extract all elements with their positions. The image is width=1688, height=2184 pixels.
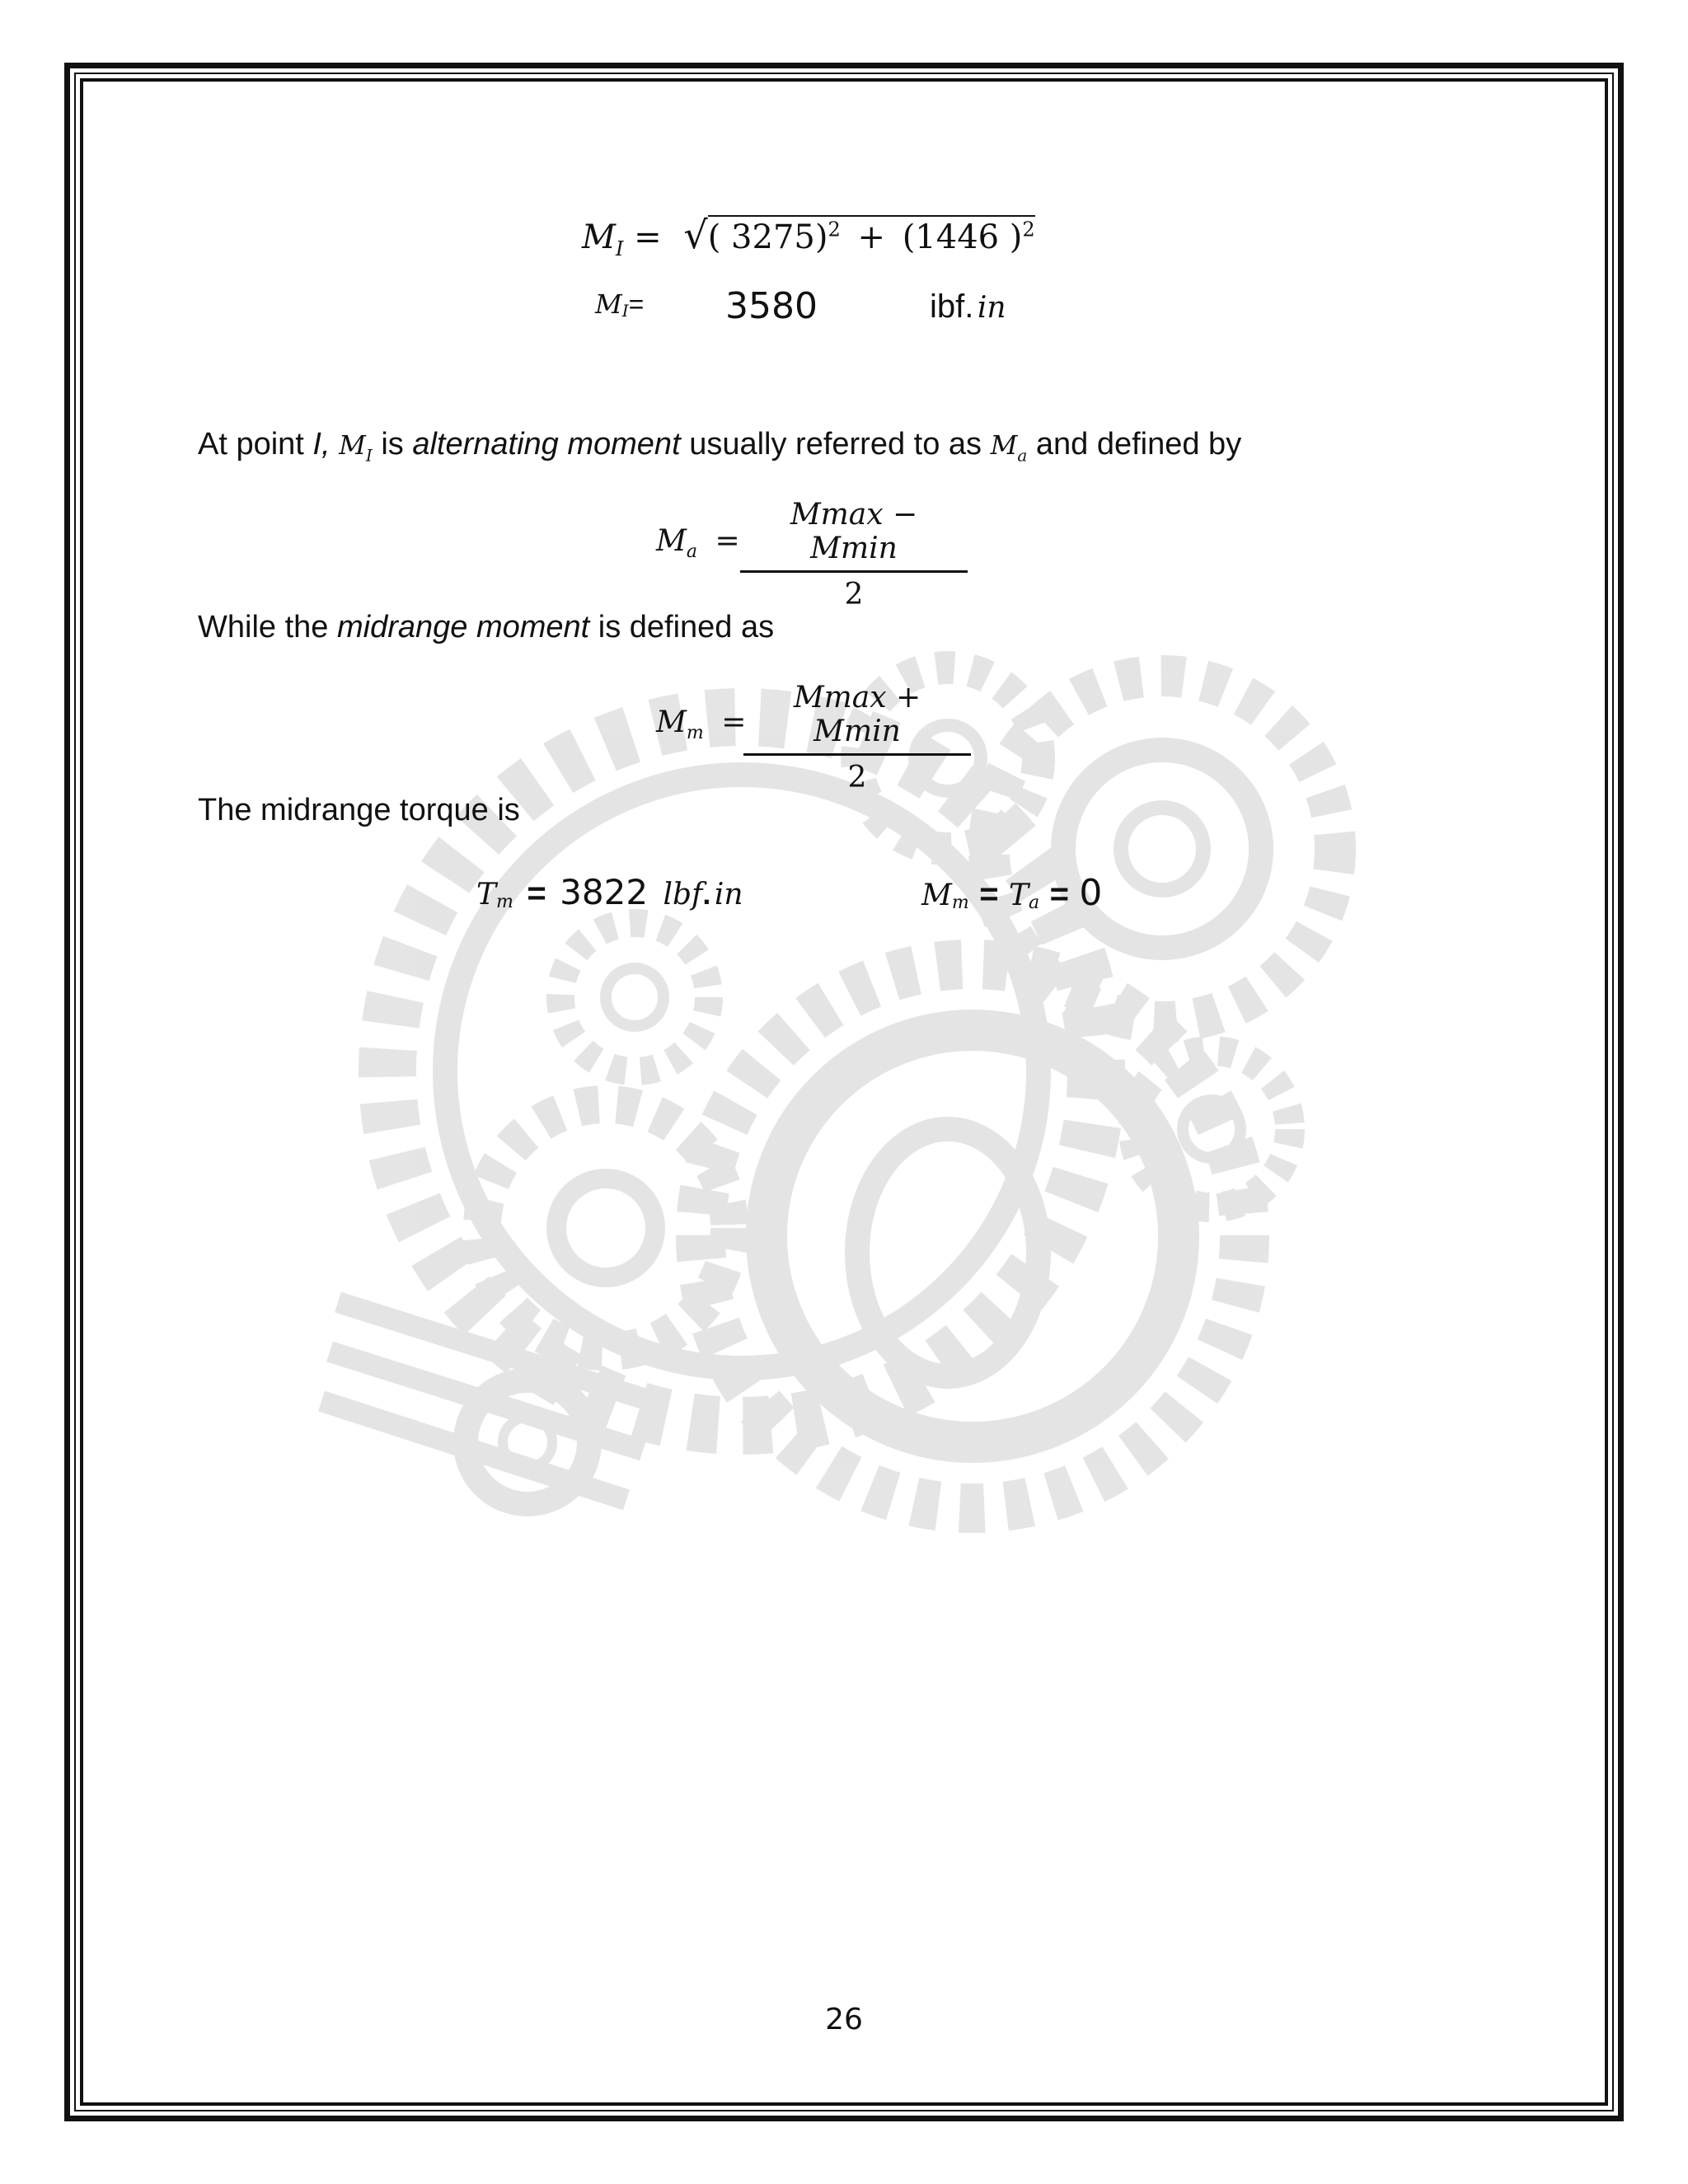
tm-unit2: in	[714, 878, 743, 912]
result-unit-a: ibf.	[930, 288, 974, 325]
para1-t3: usually referred to as	[680, 427, 991, 462]
para1-sym: M	[339, 429, 366, 461]
ma-lhs: M	[656, 524, 687, 558]
mm-numerator: Mmax + Mmin	[793, 681, 921, 748]
mm2-sub: m	[951, 893, 969, 914]
result-unit	[930, 288, 1006, 326]
para2-em: midrange moment	[336, 610, 590, 644]
result-lhs: M	[595, 288, 622, 320]
para1-t4: and defined by	[1027, 427, 1242, 462]
paragraph-midrange-torque: The midrange torque is	[198, 793, 520, 827]
result-lhs-sub: I	[621, 301, 629, 321]
ta-sub: a	[1029, 893, 1040, 914]
eq1-lhs: M	[582, 218, 616, 256]
mm-equals: =	[721, 705, 747, 739]
sqrt-sign: √	[683, 213, 708, 257]
ma-denominator: 2	[844, 578, 864, 612]
tm-symbol: T	[476, 878, 497, 912]
result-unit-b: in	[977, 291, 1006, 325]
eq1-plus: +	[857, 218, 885, 256]
paragraph-alternating-moment	[198, 427, 1241, 466]
mm-lhs-sub: m	[686, 723, 704, 744]
paragraph-midrange-moment	[198, 610, 774, 645]
eq1-equals: =	[634, 218, 662, 256]
equation-ma-lhs	[656, 524, 740, 562]
mm2-symbol: M	[921, 879, 952, 912]
tm-equals: =	[527, 875, 546, 912]
ma-lhs-sub: a	[686, 541, 697, 563]
para2-t1: While the	[198, 610, 337, 644]
eq1-term1-exp: 2	[828, 218, 841, 241]
equation-mi-sqrt	[582, 213, 1035, 260]
ta-symbol: T	[1009, 879, 1029, 912]
tm-value: 3822	[560, 872, 649, 912]
result-value: 3580	[725, 285, 818, 327]
eq1-term2: (1446 )	[902, 218, 1023, 256]
para1-em: alternating moment	[412, 427, 681, 462]
eq1-term1: ( 3275)	[707, 218, 828, 256]
zero-value: 0	[1079, 872, 1103, 914]
page-border-inner	[80, 78, 1608, 2106]
sqrt-radicand	[708, 215, 1035, 256]
equation-ma-fraction	[740, 498, 968, 612]
mm2-equals: =	[979, 876, 999, 912]
para1-sym-sub: I	[365, 445, 373, 466]
para1-point: I,	[312, 427, 331, 462]
eq1-term2-exp: 2	[1022, 218, 1035, 241]
ta-equals: =	[1049, 876, 1069, 912]
result-mi	[595, 288, 644, 321]
para2-t2: is defined as	[589, 610, 775, 644]
tm-unit: lbf	[663, 878, 703, 912]
equation-torque	[476, 872, 743, 912]
mm-denominator: 2	[847, 761, 867, 794]
eq1-lhs-sub: I	[615, 237, 624, 260]
para1-ma-sub: a	[1017, 445, 1028, 466]
page-number: 26	[825, 2003, 863, 2036]
tm-sub: m	[496, 892, 513, 913]
para1-t2: is	[372, 427, 413, 462]
ma-numerator: Mmax − Mmin	[790, 498, 918, 565]
para1-ma: M	[990, 429, 1018, 461]
mm-lhs: M	[656, 705, 687, 739]
tm-unit-dot: .	[702, 877, 711, 911]
equation-mm-fraction	[743, 681, 971, 794]
result-equals: =	[628, 289, 645, 319]
equation-mm-ta-zero	[921, 872, 1102, 914]
para1-t1: At point	[198, 427, 313, 462]
ma-equals: =	[715, 524, 740, 558]
equation-mm-lhs	[656, 705, 746, 743]
